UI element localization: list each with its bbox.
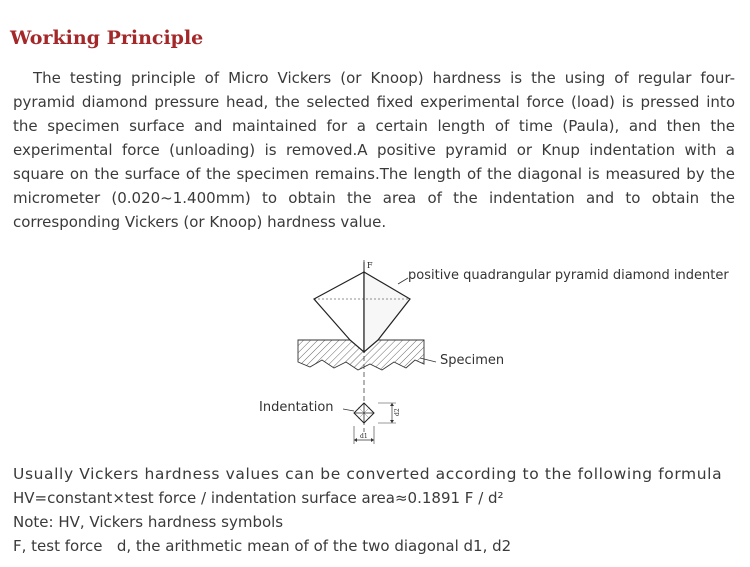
formula-definitions: F, test force d, the arithmetic mean of of the two diagonal d1, d2 bbox=[13, 537, 512, 555]
specimen-label: Specimen bbox=[440, 353, 505, 368]
section-title: Working Principle bbox=[10, 27, 204, 49]
formula-note: Note: HV, Vickers hardness symbols bbox=[13, 513, 284, 531]
d1-label: d1 bbox=[360, 433, 368, 440]
indentation-label: Indentation bbox=[259, 400, 334, 415]
indenter-label: positive quadrangular pyramid diamond indenter bbox=[408, 268, 729, 283]
d2-label: d2 bbox=[394, 408, 401, 416]
force-symbol: F bbox=[367, 261, 373, 270]
formula-intro: Usually Vickers hardness values can be converted according to the following formula bbox=[13, 465, 723, 483]
vickers-diagram bbox=[250, 252, 740, 457]
principle-paragraph: The testing principle of Micro Vickers (or Knoop) hardness is the using of regular four-pyramid diamond pressure head, the selected fixed experimental force (load) is pressed into the specimen surface and maintained for a certain length of time (Paula), and then the experimental force (unloading) is removed.A positive pyramid or Knup indentation with a square on the surface of the specimen remains.The length of the diagonal is measured by the micrometer (0.020~1.400mm) to obtain the area of the indentation and to obtain the corresponding Vickers (or Knoop) hardness value. bbox=[13, 69, 735, 231]
formula-expression: HV=constant×test force / indentation surface area≈0.1891 F / d² bbox=[13, 489, 504, 507]
